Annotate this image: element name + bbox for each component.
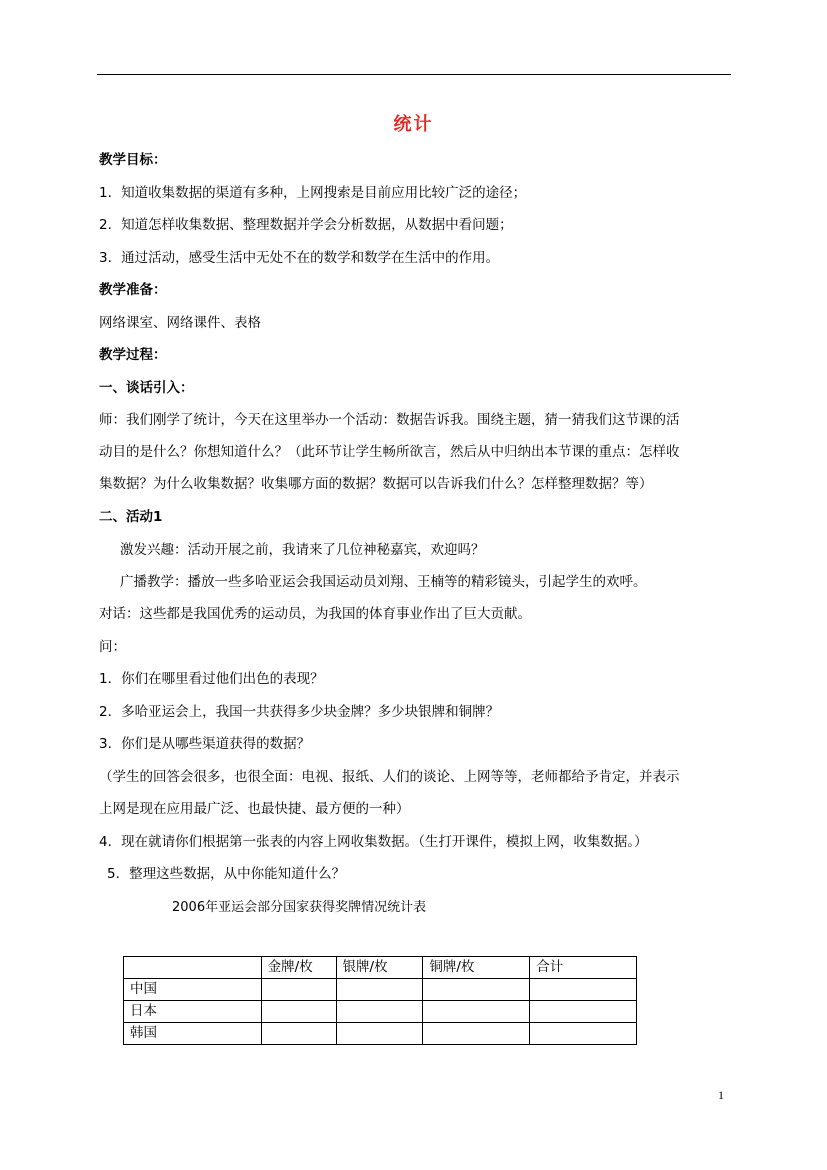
- header-cell: 铜牌/枚: [423, 957, 530, 979]
- table-header-row: [124, 957, 637, 979]
- table-row: [124, 1001, 637, 1023]
- part2-heading: 二、活动1: [99, 509, 163, 525]
- objective-item: 1．知道收集数据的渠道有多种，上网搜索是目前应用比较广泛的途径；: [99, 185, 527, 201]
- country-cell: 中国: [124, 979, 262, 1001]
- table-cell: [261, 979, 336, 1001]
- paragraph-line: 激发兴趣：活动开展之前，我请来了几位神秘嘉宾，欢迎吗？: [120, 542, 485, 558]
- table-caption: 2006年亚运会部分国家获得奖牌情况统计表: [172, 900, 427, 915]
- question-item: 5．整理这些数据，从中你能知道什么？: [107, 866, 346, 882]
- paragraph-line: 上网是现在应用最广泛、也最快捷、最方便的一种）: [99, 801, 410, 817]
- question-item: 2．多哈亚运会上，我国一共获得多少块金牌？多少块银牌和铜牌？: [99, 704, 500, 720]
- objective-item: 2．知道怎样收集数据、整理数据并学会分析数据，从数据中看问题；: [99, 217, 513, 233]
- paragraph-line: 问：: [99, 639, 126, 655]
- preparation-text: 网络课室、网络课件、表格: [99, 315, 261, 331]
- table-row: [124, 979, 637, 1001]
- question-item: 3．你们是从哪些渠道获得的数据？: [99, 736, 311, 752]
- table-cell: [336, 1001, 423, 1023]
- paragraph-line: 师：我们刚学了统计，今天在这里举办一个活动：数据告诉我。围绕主题，猜一猜我们这节课的活: [99, 412, 680, 428]
- table-cell: [530, 1001, 637, 1023]
- process-heading: 教学过程：: [99, 347, 167, 363]
- table-cell: [423, 1001, 530, 1023]
- country-cell: 韩国: [124, 1023, 262, 1045]
- table-cell: [530, 1023, 637, 1045]
- paragraph-line: 广播教学：播放一些多哈亚运会我国运动员刘翔、王楠等的精彩镜头，引起学生的欢呼。: [120, 574, 647, 590]
- paragraph-line: 动目的是什么？你想知道什么？（此环节让学生畅所欲言，然后从中归纳出本节课的重点：怎样收: [99, 444, 680, 460]
- paragraph-line: （学生的回答会很多，也很全面：电视、报纸、人们的谈论、上网等等，老师都给予肯定，并表示: [99, 769, 680, 785]
- page-number: 1: [718, 1088, 724, 1102]
- table-cell: [423, 1023, 530, 1045]
- table-row: [124, 1023, 637, 1045]
- preparation-heading: 教学准备：: [99, 282, 167, 298]
- objective-item: 3．通过活动，感受生活中无处不在的数学和数学在生活中的作用。: [99, 250, 500, 266]
- paragraph-line: 集数据？为什么收集数据？收集哪方面的数据？数据可以告诉我们什么？怎样整理数据？等）: [99, 476, 653, 492]
- question-item: 4．现在就请你们根据第一张表的内容上网收集数据。（生打开课件，模拟上网，收集数据。）: [99, 834, 648, 850]
- header-cell: [124, 957, 262, 979]
- part1-heading: 一、谈话引入：: [99, 380, 194, 396]
- table-cell: [261, 1023, 336, 1045]
- paragraph-line: 对话：这些都是我国优秀的运动员，为我国的体育事业作出了巨大贡献。: [99, 606, 531, 622]
- table-cell: [261, 1001, 336, 1023]
- header-rule: [97, 74, 731, 75]
- objectives-heading: 教学目标：: [99, 152, 167, 168]
- page-title: 统计: [393, 114, 434, 135]
- medal-table: [123, 956, 637, 1045]
- header-cell: 金牌/枚: [261, 957, 336, 979]
- header-cell: 银牌/枚: [336, 957, 423, 979]
- table-cell: [423, 979, 530, 1001]
- table-cell: [530, 979, 637, 1001]
- table-cell: [336, 1023, 423, 1045]
- table-cell: [336, 979, 423, 1001]
- header-cell: 合计: [530, 957, 637, 979]
- question-item: 1．你们在哪里看过他们出色的表现？: [99, 671, 324, 687]
- country-cell: 日本: [124, 1001, 262, 1023]
